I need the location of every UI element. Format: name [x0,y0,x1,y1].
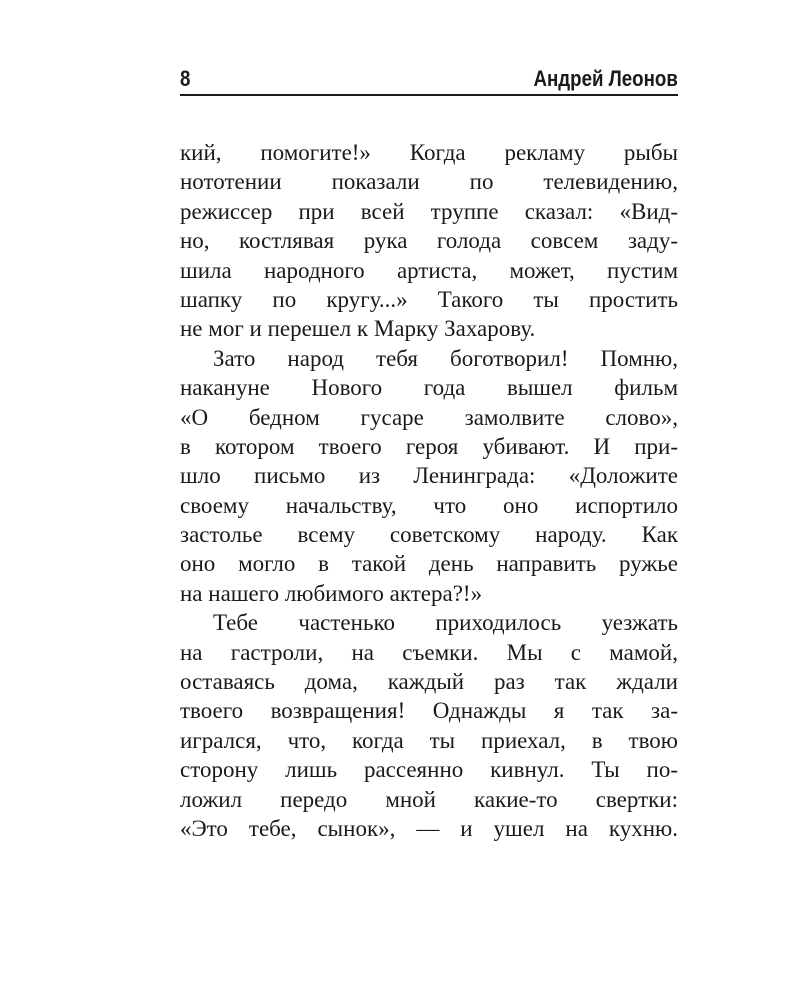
text-line: но, костлявая рука голода совсем заду- [180,228,678,254]
text-line: оставаясь дома, каждый раз так ждали [180,669,678,695]
text-line: «О бедном гусаре замолвите слово», [180,404,678,430]
text-line: шила народного артиста, может, пустим [180,257,678,283]
running-title: Андрей Леонов [533,66,678,91]
text-line: оно могло в такой день направить ружье [180,551,678,577]
text-line: накануне Нового года вышел фильм [180,375,678,401]
text-line: ложил передо мной какие-то свертки: [180,786,678,812]
text-line: не мог и перешел к Марку Захарову. [180,316,536,342]
text-line: режиссер при всей труппе сказал: «Вид- [180,198,678,224]
text-line: сторону лишь рассеянно кивнул. Ты по- [180,757,678,783]
text-line: шло письмо из Ленинграда: «Доложите [180,463,678,489]
text-line: в котором твоего героя убивают. И при- [180,433,678,459]
text-line: своему начальству, что оно испортило [180,492,678,518]
text-line: Тебе частенько приходилось уезжать [213,610,678,636]
text-line: твоего возвращения! Однажды я так за- [180,698,678,724]
text-line: застолье всему советскому народу. Как [180,522,678,548]
text-line: Зато народ тебя боготворил! Помню, [213,345,678,371]
text-line: игрался, что, когда ты приехал, в твою [180,727,678,753]
text-line: нототении показали по телевидению, [180,169,678,195]
body-text [180,138,678,843]
text-line: на гастроли, на съемки. Мы с мамой, [180,639,678,665]
page-header [180,64,678,96]
text-line: кий, помогите!» Когда рекламу рыбы [180,140,678,165]
text-line: шапку по кругу...» Такого ты простить [180,286,678,312]
text-line: «Это тебе, сынок», — и ушел на кухню. [180,815,678,841]
page-number: 8 [180,66,191,91]
text-line: на нашего любимого актера?!» [180,580,483,606]
